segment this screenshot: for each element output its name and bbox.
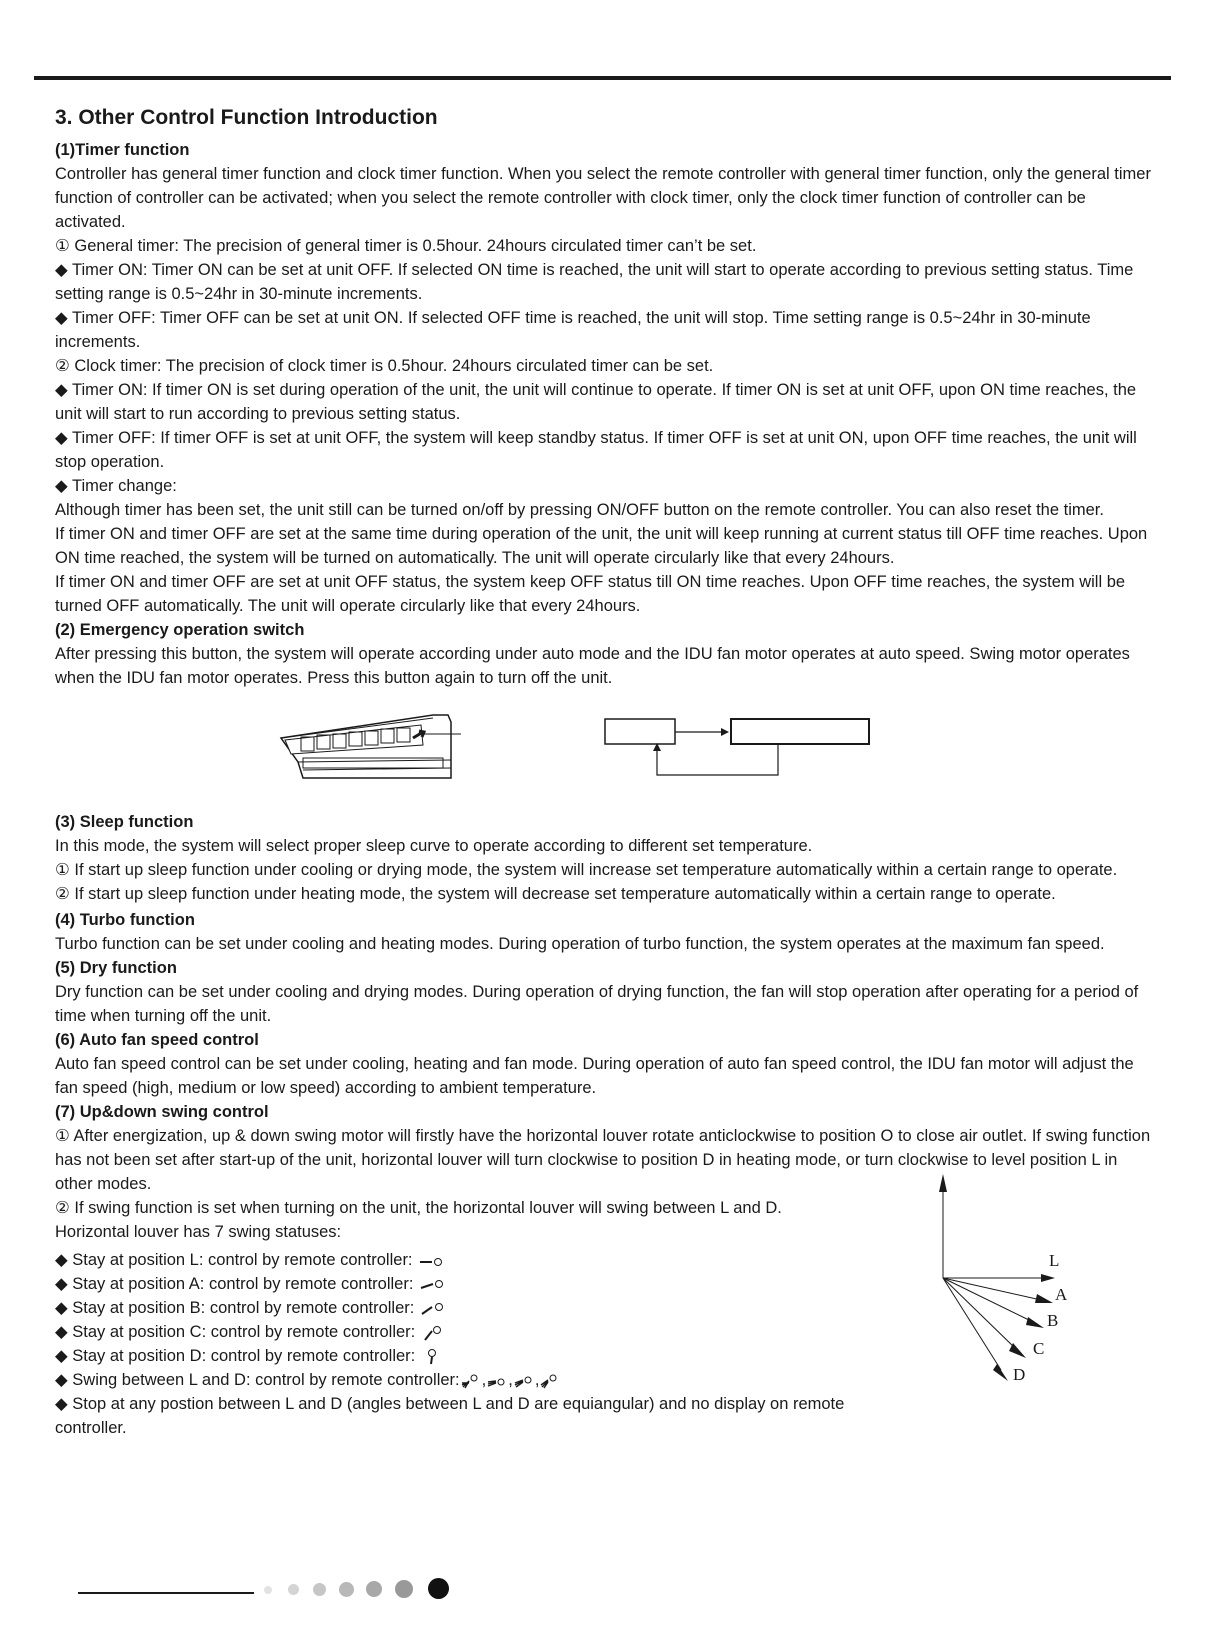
status-position-d-text: ◆ Stay at position D: control by remote controller: (55, 1347, 416, 1365)
mode-flow-diagram (603, 715, 883, 785)
timer-intro: Controller has general timer function and clock timer function. When you select the remote controller with general timer function, only the general timer function of controller can be activated; when you select the remote controller with clock timer, only the clock timer function of controller can be activated. (55, 165, 1151, 231)
status-position-a-text: ◆ Stay at position A: control by remote controller: (55, 1275, 414, 1293)
diagram-label-d: D (1013, 1365, 1026, 1384)
swing-position-diagram (923, 1170, 1123, 1406)
turbo-heading: (4) Turbo function (55, 911, 195, 929)
louver-c-icon (420, 1325, 450, 1341)
swing-separator-2: , (508, 1371, 513, 1389)
timer-change-p1: Although timer has been set, the unit still can be turned on/off by pressing ON/OFF button on the remote controller. You can also reset the timer. (55, 501, 1104, 519)
swing-cycle-4-icon (539, 1373, 561, 1389)
louver-a-icon (418, 1277, 448, 1293)
dry-text: Dry function can be set under cooling and drying modes. During operation of drying function, the fan will stop operation after operating for a period of time when turning off the unit. (55, 983, 1139, 1025)
sleep-item-2: ② If start up sleep function under heating mode, the system will decrease set temperature automatically within a certain range to operate. (55, 885, 1056, 903)
louver-d-icon (420, 1348, 450, 1366)
diagram-label-c: C (1033, 1339, 1045, 1358)
swing-item-1: ① After energization, up & down swing motor will firstly have the horizontal louver rotate anticlockwise to position O to close air outlet. If swing function has not been set after start-up of the unit, horizontal louver will turn clockwise to position D in heating mode, or turn clockwise to level position L in other modes. (55, 1127, 1151, 1193)
footer-rule (78, 1592, 254, 1594)
autofan-heading: (6) Auto fan speed control (55, 1031, 259, 1049)
swing-statuses-intro: Horizontal louver has 7 swing statuses: (55, 1223, 342, 1241)
general-timer-off: ◆ Timer OFF: Timer OFF can be set at unit ON. If selected OFF time is reached, the unit will stop. Time setting range is 0.5~24hr in 30-minute increments. (55, 309, 1091, 351)
page-content (55, 104, 1155, 1440)
swing-cycle-3-icon (513, 1373, 535, 1389)
general-timer: ① General timer: The precision of general timer is 0.5hour. 24hours circulated timer can’t be set. (55, 237, 757, 255)
clock-timer-on: ◆ Timer ON: If timer ON is set during operation of the unit, the unit will continue to operate. If timer ON is set at unit OFF, upon ON time reaches, the unit will start to run according to previous setting status. (55, 381, 1137, 423)
swing-cycle-1-icon (460, 1373, 482, 1389)
status-position-c-text: ◆ Stay at position C: control by remote controller: (55, 1323, 416, 1341)
clock-timer: ② Clock timer: The precision of clock timer is 0.5hour. 24hours circulated timer can be set. (55, 357, 714, 375)
footer-dot-6 (395, 1580, 413, 1598)
emergency-heading: (2) Emergency operation switch (55, 621, 305, 639)
top-rule (34, 76, 1171, 80)
sleep-text: In this mode, the system will select proper sleep curve to operate according to different set temperature. (55, 837, 813, 855)
swing-separator-1: , (481, 1371, 487, 1389)
status-position-l-text: ◆ Stay at position L: control by remote controller: (55, 1251, 413, 1269)
louver-b-icon (419, 1301, 449, 1317)
footer-dot-4 (339, 1582, 354, 1597)
turbo-text: Turbo function can be set under cooling and heating modes. During operation of turbo function, the system operates at the maximum fan speed. (55, 935, 1105, 953)
louver-l-icon (417, 1253, 447, 1269)
timer-change: ◆ Timer change: (55, 477, 177, 495)
swing-item-2: ② If swing function is set when turning on the unit, the horizontal louver will swing between L and D. (55, 1199, 782, 1217)
footer-dot-3 (313, 1583, 326, 1596)
general-timer-on: ◆ Timer ON: Timer ON can be set at unit OFF. If selected ON time is reached, the unit will start to operate according to previous setting status. Time setting range is 0.5~24hr in 30-minute increments. (55, 261, 1134, 303)
footer-dot-7 (428, 1578, 449, 1599)
swing-cycle-2-icon (486, 1373, 508, 1389)
status-position-b-text: ◆ Stay at position B: control by remote controller: (55, 1299, 415, 1317)
emergency-text: After pressing this button, the system will operate according under auto mode and the IDU fan motor operates at auto speed. Swing motor operates when the IDU fan motor operates. Press this button again to turn off the unit. (55, 645, 1130, 687)
footer-dot-1 (264, 1586, 272, 1594)
emergency-figure (55, 690, 1155, 810)
autofan-text: Auto fan speed control can be set under cooling, heating and fan mode. During operation of auto fan speed control, the IDU fan motor will adjust the fan speed (high, medium or low speed) according to ambient temperature. (55, 1055, 1134, 1097)
section-title: 3. Other Control Function Introduction (55, 106, 438, 129)
diagram-label-l: L (1049, 1251, 1060, 1270)
diagram-label-a: A (1055, 1285, 1068, 1304)
status-swing-l-d-text: ◆ Swing between L and D: control by remote controller: (55, 1371, 460, 1389)
dry-heading: (5) Dry function (55, 959, 177, 977)
sleep-heading: (3) Sleep function (55, 813, 194, 831)
timer-heading: (1)Timer function (55, 141, 190, 159)
sleep-item-1: ① If start up sleep function under cooling or drying mode, the system will increase set temperature automatically within a certain range to operate. (55, 861, 1118, 879)
timer-change-p3: If timer ON and timer OFF are set at unit OFF status, the system keep OFF status till ON time reaches. Upon OFF time reaches, the system will be turned OFF automatically. The unit will operate circularly like that every 24hours. (55, 573, 1126, 615)
swing-heading: (7) Up&down swing control (55, 1103, 269, 1121)
swing-separator-3: , (534, 1371, 540, 1389)
timer-change-p2: If timer ON and timer OFF are set at the same time during operation of the unit, the unit will keep running at current status till OFF time reaches. Upon ON time reached, the system will be turned on automatically. The unit will operate circularly like that every 24hours. (55, 525, 1148, 567)
clock-timer-off: ◆ Timer OFF: If timer OFF is set at unit OFF, the system will keep standby status. If timer OFF is set at unit ON, upon OFF time reaches, the unit will stop operation. (55, 429, 1137, 471)
footer-dot-5 (366, 1581, 382, 1597)
diagram-label-b: B (1047, 1311, 1059, 1330)
swing-section (55, 1196, 1155, 1440)
status-stop-any: ◆ Stop at any postion between L and D (angles between L and D are equiangular) and no display on remote controller. (55, 1395, 845, 1437)
indoor-unit-illustration (273, 710, 473, 790)
footer-dot-2 (288, 1584, 299, 1595)
